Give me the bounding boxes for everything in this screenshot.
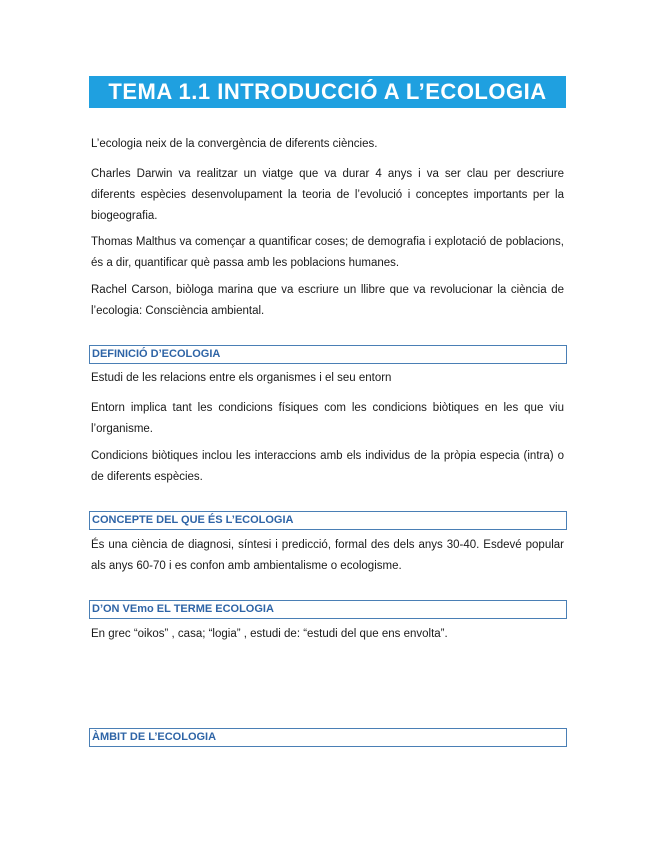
definicio-paragraph-1: Estudi de les relacions entre els organismes i el seu entorn	[91, 372, 392, 384]
intro-paragraph-1: L’ecologia neix de la convergència de diferents ciències.	[91, 138, 378, 150]
section-heading-concepte: CONCEPTE DEL QUE ÉS L’ECOLOGIA	[89, 511, 567, 530]
intro-paragraph-2: Charles Darwin va realitzar un viatge que va durar 4 anys i va ser clau per descriure diferents espècies desenvolupament la teoria de l’evolució i conceptes importants per la biogeografia.	[91, 168, 564, 222]
section-heading-definicio: DEFINICIÓ D’ECOLOGIA	[89, 345, 567, 364]
definicio-paragraph-3: Condicions biòtiques inclou les interaccions amb els individus de la pròpia especia (intra) o de diferents espècies.	[91, 450, 564, 483]
section-heading-ambit: ÀMBIT DE L’ECOLOGIA	[89, 728, 567, 747]
concepte-paragraph-1: És una ciència de diagnosi, síntesi i predicció, formal des dels anys 30-40. Esdevé popular als anys 60-70 i es confon amb ambientalisme o ecologisme.	[91, 539, 564, 572]
intro-paragraph-3: Thomas Malthus va començar a quantificar coses; de demografia i explotació de poblacions, és a dir, quantificar què passa amb les poblacions humanes.	[91, 236, 564, 269]
intro-paragraph-4: Rachel Carson, biòloga marina que va escriure un llibre que va revolucionar la ciència de l’ecologia: Consciència ambiental.	[91, 284, 564, 317]
section-heading-terme: D’ON VEmo EL TERME ECOLOGIA	[89, 600, 567, 619]
definicio-paragraph-2: Entorn implica tant les condicions físiques com les condicions biòtiques en les que viu l’organisme.	[91, 402, 564, 435]
page-title: TEMA 1.1 INTRODUCCIÓ A L’ECOLOGIA	[89, 76, 566, 108]
terme-paragraph-1: En grec “oikos” , casa; “logia” , estudi de: “estudi del que ens envolta”.	[91, 628, 448, 640]
